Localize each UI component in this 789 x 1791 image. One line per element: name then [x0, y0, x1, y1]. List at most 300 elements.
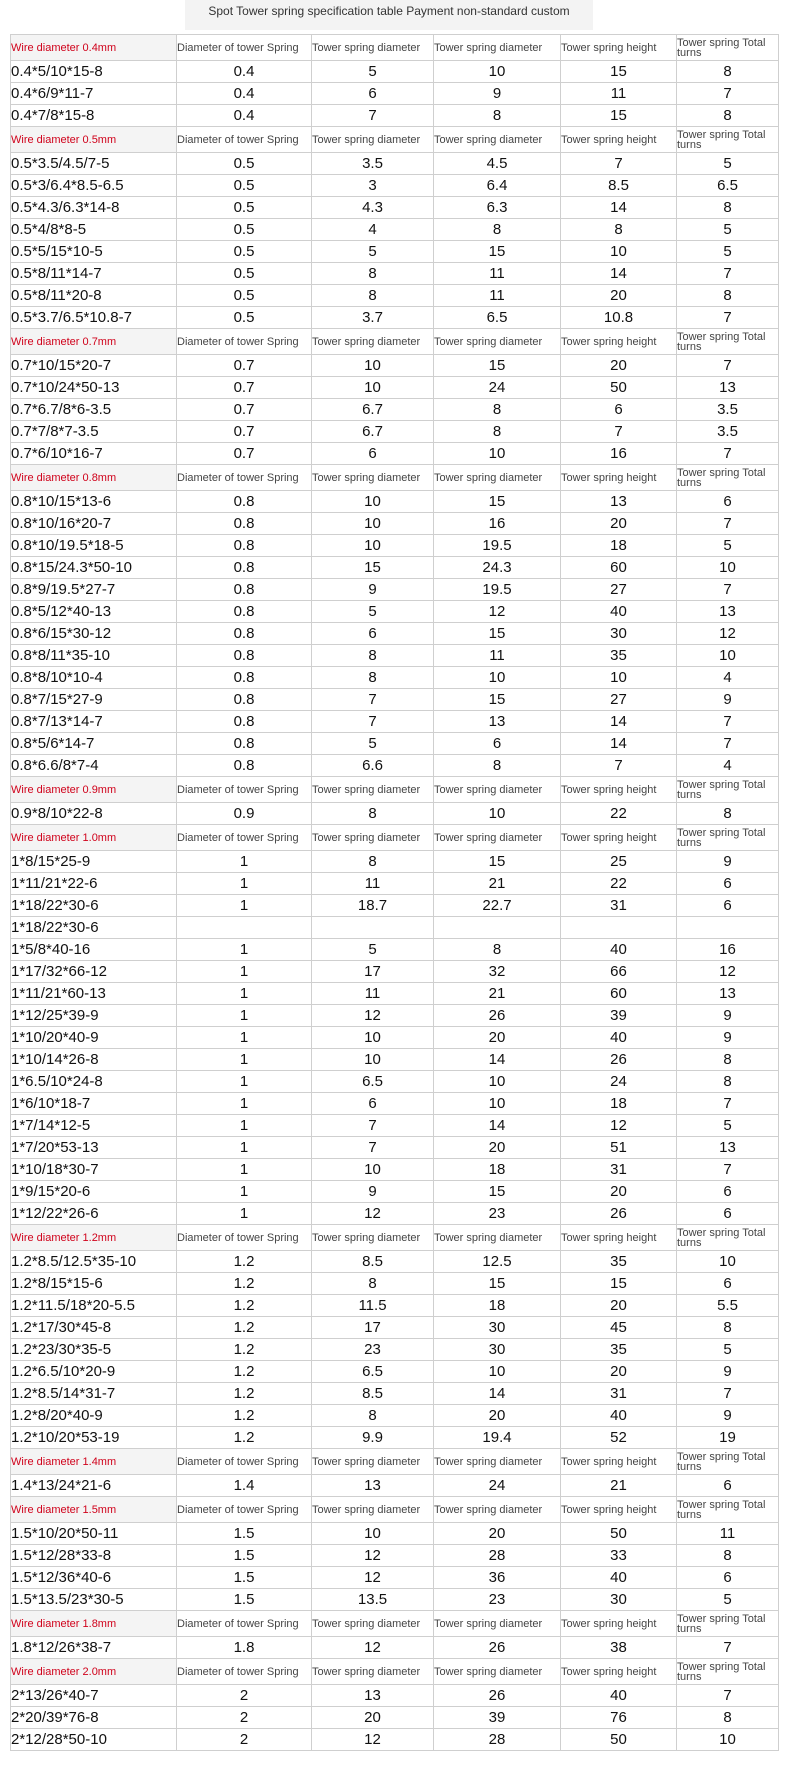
spec-cell: 1.2*8.5/12.5*35-10 — [11, 1251, 177, 1273]
value-cell: 8 — [434, 219, 561, 241]
value-cell: 1.2 — [177, 1317, 312, 1339]
group-header-row — [11, 1611, 779, 1637]
column-header: Diameter of tower Spring — [177, 1225, 312, 1251]
spec-cell: 0.5*4/8*8-5 — [11, 219, 177, 241]
value-cell: 21 — [561, 1475, 677, 1497]
value-cell: 23 — [312, 1339, 434, 1361]
spec-cell: 1.8*12/26*38-7 — [11, 1637, 177, 1659]
table-row — [11, 513, 779, 535]
spec-cell: 0.4*5/10*15-8 — [11, 61, 177, 83]
value-cell: 20 — [312, 1707, 434, 1729]
value-cell: 1.2 — [177, 1427, 312, 1449]
value-cell: 6 — [677, 1181, 779, 1203]
value-cell: 9 — [677, 1005, 779, 1027]
table-row — [11, 1071, 779, 1093]
value-cell: 18 — [434, 1159, 561, 1181]
table-row — [11, 579, 779, 601]
value-cell: 1.2 — [177, 1295, 312, 1317]
column-header: Tower spring height — [561, 1611, 677, 1637]
value-cell: 19.5 — [434, 535, 561, 557]
value-cell: 5 — [312, 601, 434, 623]
value-cell: 19 — [677, 1427, 779, 1449]
table-row — [11, 1707, 779, 1729]
value-cell: 25 — [561, 851, 677, 873]
spec-cell: 1*10/18*30-7 — [11, 1159, 177, 1181]
value-cell: 7 — [677, 443, 779, 465]
value-cell: 50 — [561, 377, 677, 399]
value-cell: 15 — [434, 355, 561, 377]
value-cell: 0.8 — [177, 557, 312, 579]
value-cell: 0.5 — [177, 175, 312, 197]
value-cell: 10 — [561, 667, 677, 689]
value-cell: 10 — [312, 1049, 434, 1071]
spec-cell: 1*11/21*22-6 — [11, 873, 177, 895]
value-cell: 52 — [561, 1427, 677, 1449]
value-cell: 7 — [561, 755, 677, 777]
value-cell: 15 — [434, 241, 561, 263]
value-cell: 8 — [677, 803, 779, 825]
table-row — [11, 1115, 779, 1137]
value-cell: 0.8 — [177, 689, 312, 711]
column-header: Tower spring diameter — [312, 1225, 434, 1251]
value-cell: 0.4 — [177, 105, 312, 127]
column-header: Tower spring Total turns — [677, 1497, 779, 1523]
wire-diameter-label: Wire diameter 1.2mm — [11, 1225, 177, 1251]
spec-cell: 0.8*6.6/8*7-4 — [11, 755, 177, 777]
value-cell: 1.4 — [177, 1475, 312, 1497]
value-cell: 0.5 — [177, 219, 312, 241]
column-header: Tower spring Total turns — [677, 1225, 779, 1251]
spec-cell: 1.2*10/20*53-19 — [11, 1427, 177, 1449]
value-cell: 10 — [434, 1093, 561, 1115]
value-cell: 20 — [434, 1027, 561, 1049]
group-header-row — [11, 35, 779, 61]
table-row — [11, 241, 779, 263]
value-cell: 15 — [434, 1273, 561, 1295]
column-header: Tower spring Total turns — [677, 1449, 779, 1475]
value-cell: 21 — [434, 983, 561, 1005]
value-cell: 23 — [434, 1203, 561, 1225]
spec-cell: 1*7/20*53-13 — [11, 1137, 177, 1159]
spec-cell: 1.5*12/28*33-8 — [11, 1545, 177, 1567]
spec-cell: 0.7*7/8*7-3.5 — [11, 421, 177, 443]
value-cell: 0.5 — [177, 153, 312, 175]
value-cell: 1 — [177, 1049, 312, 1071]
value-cell: 12 — [312, 1637, 434, 1659]
value-cell: 40 — [561, 1405, 677, 1427]
value-cell: 11 — [312, 983, 434, 1005]
value-cell: 12 — [312, 1567, 434, 1589]
value-cell: 0.7 — [177, 377, 312, 399]
value-cell: 1 — [177, 1159, 312, 1181]
value-cell: 1 — [177, 939, 312, 961]
value-cell: 1.8 — [177, 1637, 312, 1659]
value-cell: 11 — [312, 873, 434, 895]
column-header: Tower spring diameter — [312, 465, 434, 491]
value-cell: 6 — [677, 1203, 779, 1225]
spec-cell: 1.4*13/24*21-6 — [11, 1475, 177, 1497]
value-cell: 8 — [561, 219, 677, 241]
value-cell: 16 — [677, 939, 779, 961]
column-header: Tower spring diameter — [434, 127, 561, 153]
value-cell: 18 — [561, 1093, 677, 1115]
spec-cell: 0.8*5/12*40-13 — [11, 601, 177, 623]
wire-diameter-label: Wire diameter 0.4mm — [11, 35, 177, 61]
value-cell: 1 — [177, 873, 312, 895]
value-cell: 22.7 — [434, 895, 561, 917]
value-cell: 24 — [561, 1071, 677, 1093]
wire-diameter-label: Wire diameter 0.9mm — [11, 777, 177, 803]
value-cell: 66 — [561, 961, 677, 983]
value-cell: 10 — [312, 513, 434, 535]
value-cell: 0.8 — [177, 513, 312, 535]
value-cell: 6 — [312, 443, 434, 465]
value-cell: 1 — [177, 983, 312, 1005]
value-cell: 3.5 — [677, 421, 779, 443]
value-cell: 15 — [434, 623, 561, 645]
value-cell: 8 — [312, 285, 434, 307]
value-cell: 31 — [561, 895, 677, 917]
value-cell: 9.9 — [312, 1427, 434, 1449]
column-header: Tower spring height — [561, 465, 677, 491]
value-cell: 12 — [561, 1115, 677, 1137]
table-row — [11, 667, 779, 689]
group-header-row — [11, 1449, 779, 1475]
value-cell: 7 — [677, 733, 779, 755]
value-cell: 8.5 — [561, 175, 677, 197]
value-cell: 0.8 — [177, 579, 312, 601]
group-header-row — [11, 1659, 779, 1685]
column-header: Diameter of tower Spring — [177, 1449, 312, 1475]
table-row — [11, 61, 779, 83]
value-cell: 4.5 — [434, 153, 561, 175]
column-header: Tower spring diameter — [312, 329, 434, 355]
value-cell: 1 — [177, 1203, 312, 1225]
table-row — [11, 1295, 779, 1317]
value-cell: 12.5 — [434, 1251, 561, 1273]
value-cell: 14 — [561, 711, 677, 733]
value-cell: 27 — [561, 579, 677, 601]
spec-cell: 0.5*5/15*10-5 — [11, 241, 177, 263]
table-row — [11, 1251, 779, 1273]
table-row — [11, 1589, 779, 1611]
group-header-row — [11, 825, 779, 851]
table-row — [11, 535, 779, 557]
value-cell: 3.5 — [677, 399, 779, 421]
value-cell: 6 — [677, 895, 779, 917]
spec-cell: 1*7/14*12-5 — [11, 1115, 177, 1137]
value-cell: 10 — [312, 1027, 434, 1049]
column-header: Tower spring diameter — [312, 127, 434, 153]
value-cell: 30 — [561, 623, 677, 645]
group-header-row — [11, 777, 779, 803]
value-cell: 8 — [677, 1545, 779, 1567]
table-row — [11, 1317, 779, 1339]
value-cell: 14 — [561, 197, 677, 219]
value-cell: 45 — [561, 1317, 677, 1339]
value-cell: 6 — [561, 399, 677, 421]
value-cell: 1.2 — [177, 1361, 312, 1383]
value-cell: 1.5 — [177, 1567, 312, 1589]
value-cell: 8 — [312, 263, 434, 285]
value-cell: 13 — [677, 601, 779, 623]
value-cell: 23 — [434, 1589, 561, 1611]
value-cell: 6.5 — [312, 1361, 434, 1383]
value-cell: 6.5 — [312, 1071, 434, 1093]
value-cell: 1.2 — [177, 1273, 312, 1295]
column-header: Tower spring diameter — [312, 1449, 434, 1475]
column-header: Diameter of tower Spring — [177, 329, 312, 355]
column-header: Tower spring Total turns — [677, 329, 779, 355]
value-cell: 7 — [677, 513, 779, 535]
table-row — [11, 623, 779, 645]
value-cell: 8 — [312, 851, 434, 873]
column-header: Tower spring diameter — [434, 777, 561, 803]
table-row — [11, 645, 779, 667]
wire-diameter-label: Wire diameter 1.8mm — [11, 1611, 177, 1637]
value-cell: 40 — [561, 1567, 677, 1589]
value-cell: 14 — [434, 1115, 561, 1137]
column-header: Tower spring diameter — [312, 1611, 434, 1637]
value-cell: 26 — [434, 1685, 561, 1707]
spec-cell: 1*9/15*20-6 — [11, 1181, 177, 1203]
column-header: Tower spring diameter — [434, 1449, 561, 1475]
value-cell: 7 — [312, 1137, 434, 1159]
table-row — [11, 1475, 779, 1497]
value-cell: 10 — [312, 1523, 434, 1545]
value-cell: 2 — [177, 1729, 312, 1751]
value-cell: 5 — [677, 219, 779, 241]
column-header: Tower spring diameter — [312, 777, 434, 803]
value-cell: 8 — [677, 1049, 779, 1071]
spec-table — [10, 34, 779, 1751]
value-cell: 20 — [561, 1361, 677, 1383]
value-cell: 8.5 — [312, 1251, 434, 1273]
value-cell: 8 — [312, 1273, 434, 1295]
spec-cell: 0.5*8/11*20-8 — [11, 285, 177, 307]
value-cell: 15 — [434, 491, 561, 513]
value-cell: 9 — [312, 579, 434, 601]
value-cell: 6 — [677, 1567, 779, 1589]
column-header: Tower spring height — [561, 127, 677, 153]
value-cell: 26 — [434, 1005, 561, 1027]
value-cell: 12 — [312, 1203, 434, 1225]
spec-cell: 2*20/39*76-8 — [11, 1707, 177, 1729]
spec-cell: 0.9*8/10*22-8 — [11, 803, 177, 825]
column-header: Diameter of tower Spring — [177, 1497, 312, 1523]
value-cell: 1 — [177, 851, 312, 873]
spec-cell: 0.8*5/6*14-7 — [11, 733, 177, 755]
value-cell: 4.3 — [312, 197, 434, 219]
value-cell: 0.8 — [177, 535, 312, 557]
value-cell: 6.5 — [677, 175, 779, 197]
table-row — [11, 917, 779, 939]
wire-diameter-label: Wire diameter 0.8mm — [11, 465, 177, 491]
value-cell: 26 — [561, 1203, 677, 1225]
value-cell: 7 — [677, 1159, 779, 1181]
value-cell: 24 — [434, 377, 561, 399]
table-row — [11, 1523, 779, 1545]
value-cell: 10 — [434, 443, 561, 465]
table-row — [11, 1427, 779, 1449]
value-cell: 13 — [434, 711, 561, 733]
value-cell: 5 — [312, 733, 434, 755]
value-cell: 0.4 — [177, 61, 312, 83]
value-cell: 13 — [312, 1685, 434, 1707]
table-row — [11, 1685, 779, 1707]
column-header: Diameter of tower Spring — [177, 1659, 312, 1685]
value-cell: 0.5 — [177, 307, 312, 329]
wire-diameter-label: Wire diameter 0.7mm — [11, 329, 177, 355]
value-cell: 7 — [677, 1685, 779, 1707]
value-cell: 6 — [312, 623, 434, 645]
value-cell: 10 — [677, 557, 779, 579]
value-cell: 8.5 — [312, 1383, 434, 1405]
value-cell: 6.3 — [434, 197, 561, 219]
spec-cell: 1.2*8.5/14*31-7 — [11, 1383, 177, 1405]
table-row — [11, 175, 779, 197]
value-cell: 5 — [312, 61, 434, 83]
spec-cell: 2*12/28*50-10 — [11, 1729, 177, 1751]
value-cell: 20 — [561, 355, 677, 377]
value-cell: 13 — [561, 491, 677, 513]
value-cell: 10 — [312, 535, 434, 557]
value-cell: 8 — [434, 939, 561, 961]
value-cell: 1 — [177, 961, 312, 983]
group-header-row — [11, 465, 779, 491]
value-cell: 15 — [312, 557, 434, 579]
value-cell: 1 — [177, 1027, 312, 1049]
value-cell: 7 — [677, 263, 779, 285]
value-cell: 7 — [677, 355, 779, 377]
value-cell: 0.7 — [177, 443, 312, 465]
value-cell: 28 — [434, 1545, 561, 1567]
value-cell: 7 — [677, 83, 779, 105]
value-cell: 7 — [677, 711, 779, 733]
value-cell: 50 — [561, 1729, 677, 1751]
value-cell: 2 — [177, 1707, 312, 1729]
spec-cell: 1*10/20*40-9 — [11, 1027, 177, 1049]
table-row — [11, 601, 779, 623]
table-row — [11, 689, 779, 711]
value-cell: 6 — [312, 83, 434, 105]
value-cell: 1.5 — [177, 1545, 312, 1567]
value-cell: 0.7 — [177, 355, 312, 377]
spec-cell: 2*13/26*40-7 — [11, 1685, 177, 1707]
spec-cell: 0.8*6/15*30-12 — [11, 623, 177, 645]
value-cell: 8 — [434, 399, 561, 421]
spec-cell: 1*6.5/10*24-8 — [11, 1071, 177, 1093]
spec-cell: 0.5*3.5/4.5/7-5 — [11, 153, 177, 175]
spec-cell: 0.8*10/19.5*18-5 — [11, 535, 177, 557]
value-cell: 10 — [677, 1251, 779, 1273]
column-header: Tower spring Total turns — [677, 777, 779, 803]
value-cell: 8 — [434, 105, 561, 127]
value-cell: 11 — [677, 1523, 779, 1545]
value-cell: 11.5 — [312, 1295, 434, 1317]
table-row — [11, 1093, 779, 1115]
value-cell: 0.5 — [177, 241, 312, 263]
value-cell: 27 — [561, 689, 677, 711]
value-cell: 20 — [434, 1405, 561, 1427]
table-row — [11, 153, 779, 175]
table-row — [11, 961, 779, 983]
value-cell: 8 — [312, 645, 434, 667]
value-cell: 8 — [677, 61, 779, 83]
value-cell: 16 — [561, 443, 677, 465]
spec-cell: 1*6/10*18-7 — [11, 1093, 177, 1115]
spec-cell: 0.7*6.7/8*6-3.5 — [11, 399, 177, 421]
column-header: Diameter of tower Spring — [177, 127, 312, 153]
value-cell — [434, 917, 561, 939]
group-header-row — [11, 1497, 779, 1523]
value-cell: 1.5 — [177, 1589, 312, 1611]
table-row — [11, 1137, 779, 1159]
wire-diameter-label: Wire diameter 0.5mm — [11, 127, 177, 153]
value-cell: 30 — [561, 1589, 677, 1611]
value-cell: 9 — [677, 1361, 779, 1383]
table-row — [11, 1545, 779, 1567]
table-row — [11, 491, 779, 513]
value-cell: 0.8 — [177, 623, 312, 645]
value-cell: 0.8 — [177, 601, 312, 623]
spec-cell: 0.8*10/15*13-6 — [11, 491, 177, 513]
value-cell: 10.8 — [561, 307, 677, 329]
value-cell: 32 — [434, 961, 561, 983]
table-row — [11, 421, 779, 443]
value-cell: 8 — [434, 755, 561, 777]
value-cell: 11 — [434, 645, 561, 667]
value-cell: 10 — [434, 667, 561, 689]
spec-cell: 1*12/22*26-6 — [11, 1203, 177, 1225]
value-cell: 7 — [677, 1383, 779, 1405]
table-row — [11, 873, 779, 895]
table-row — [11, 1049, 779, 1071]
value-cell: 26 — [434, 1637, 561, 1659]
table-row — [11, 197, 779, 219]
value-cell: 7 — [561, 153, 677, 175]
spec-cell: 1.2*11.5/18*20-5.5 — [11, 1295, 177, 1317]
column-header: Tower spring diameter — [434, 1497, 561, 1523]
value-cell: 6 — [434, 733, 561, 755]
value-cell: 10 — [561, 241, 677, 263]
column-header: Diameter of tower Spring — [177, 777, 312, 803]
value-cell: 8 — [677, 1317, 779, 1339]
value-cell — [312, 917, 434, 939]
table-row — [11, 355, 779, 377]
column-header: Tower spring Total turns — [677, 465, 779, 491]
value-cell: 5 — [677, 241, 779, 263]
column-header: Tower spring diameter — [434, 35, 561, 61]
value-cell: 1 — [177, 1115, 312, 1137]
value-cell: 2 — [177, 1685, 312, 1707]
value-cell: 5 — [312, 939, 434, 961]
spec-cell: 0.8*7/13*14-7 — [11, 711, 177, 733]
value-cell: 10 — [312, 355, 434, 377]
spec-cell: 0.7*6/10*16-7 — [11, 443, 177, 465]
value-cell: 3.7 — [312, 307, 434, 329]
value-cell: 5 — [677, 1115, 779, 1137]
table-row — [11, 1159, 779, 1181]
spec-cell: 1.2*17/30*45-8 — [11, 1317, 177, 1339]
group-header-row — [11, 329, 779, 355]
value-cell: 39 — [434, 1707, 561, 1729]
value-cell: 6.7 — [312, 399, 434, 421]
value-cell: 0.8 — [177, 711, 312, 733]
table-row — [11, 399, 779, 421]
value-cell: 10 — [434, 1071, 561, 1093]
value-cell: 12 — [312, 1005, 434, 1027]
